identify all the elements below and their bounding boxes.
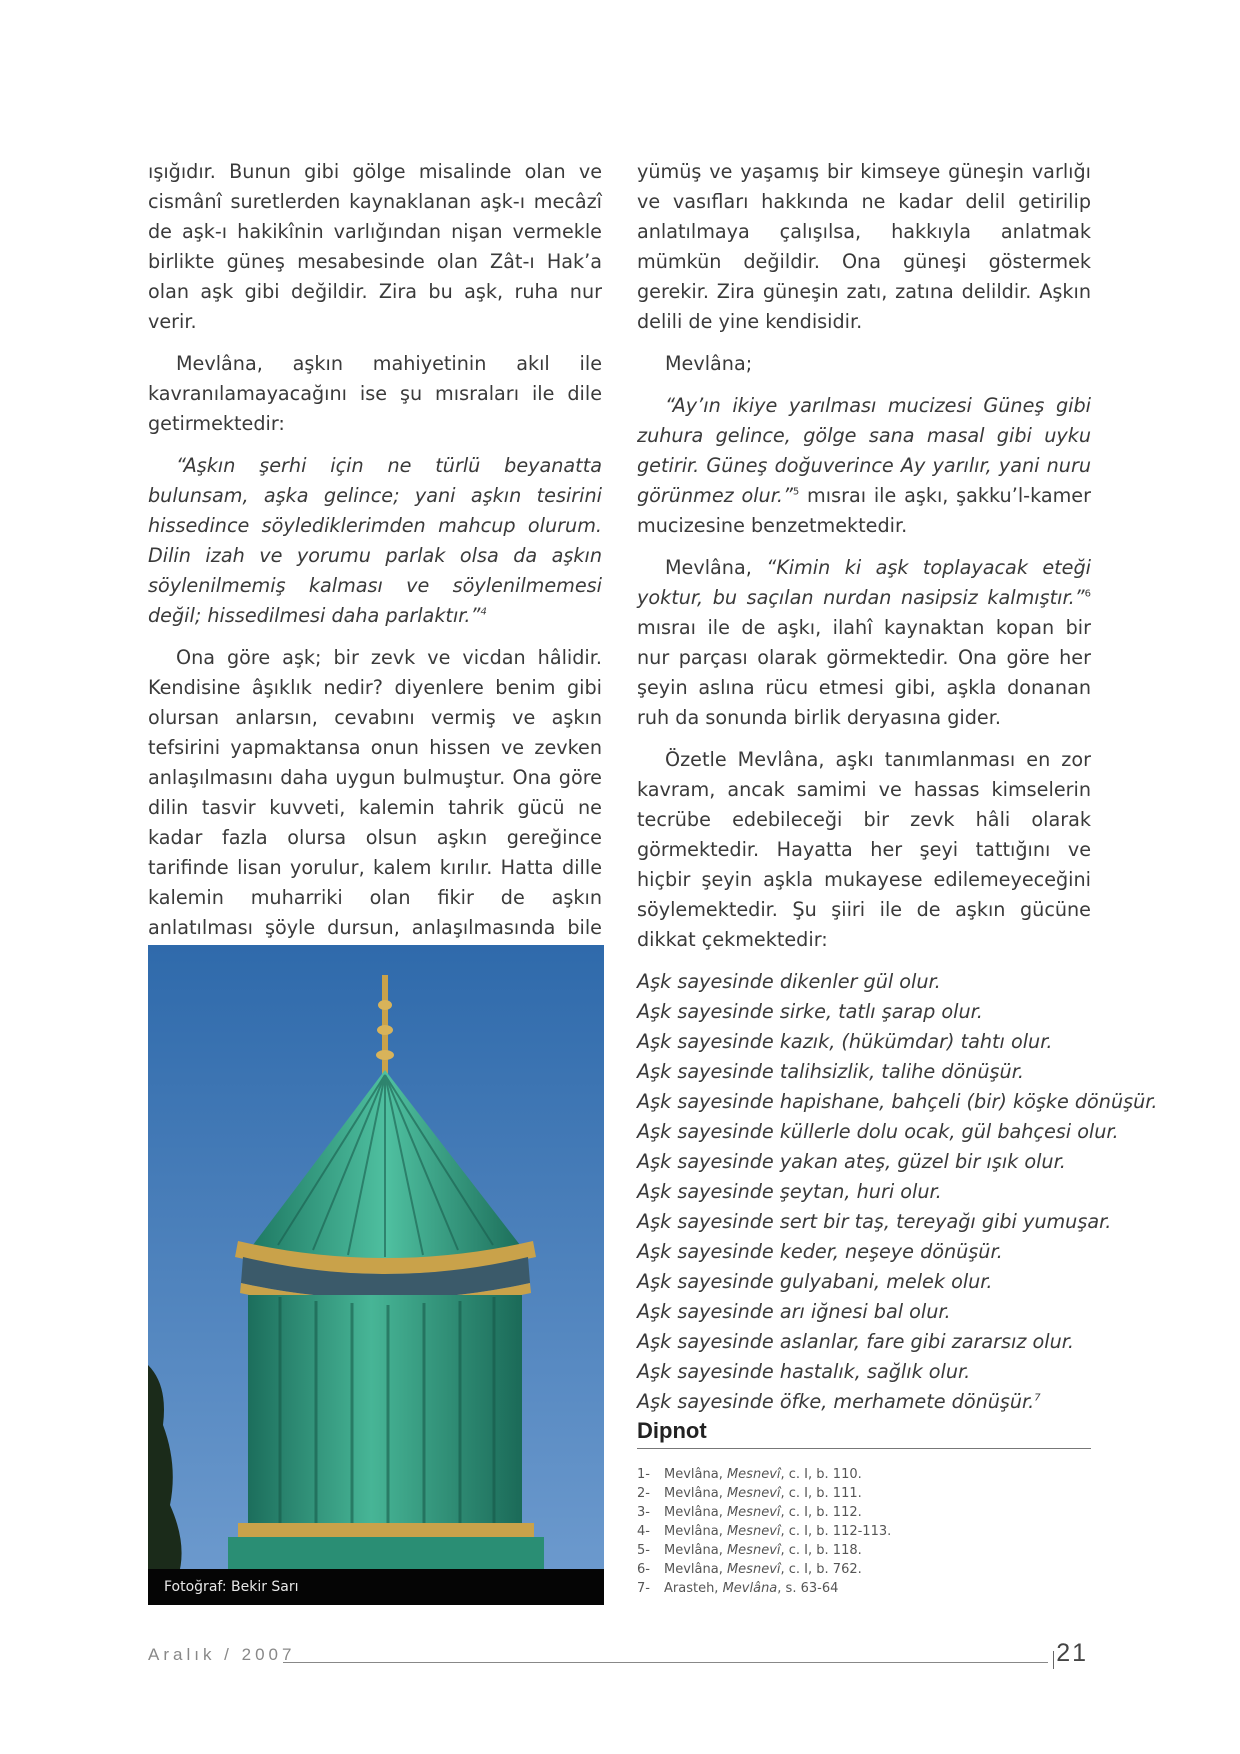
footnote-ref-detail: , c. I, b. 112.	[780, 1505, 862, 1520]
footnote-ref-detail: , c. I, b. 112-113.	[780, 1524, 892, 1539]
footnote-number: 5-	[637, 1543, 650, 1558]
footnote-author: Mevlâna,	[664, 1543, 727, 1558]
page-footer	[148, 1639, 1088, 1671]
footnote-ref-detail: , c. I, b. 111.	[780, 1486, 862, 1501]
footnote-ref: 7	[1034, 1392, 1041, 1404]
footnote-author: Mevlâna,	[664, 1524, 727, 1539]
poem-line: Aşk sayesinde dikenler gül olur.	[637, 970, 941, 993]
footnote-number: 2-	[637, 1486, 650, 1501]
footnote-number: 6-	[637, 1562, 650, 1577]
quote-paragraph	[637, 391, 1091, 541]
poem	[637, 967, 1158, 1417]
footnote-author: Mevlâna,	[664, 1486, 727, 1501]
poem-line	[637, 1387, 1091, 1417]
footnote-author: Arasteh,	[664, 1581, 723, 1596]
footnote-work: Mesnevî	[726, 1524, 781, 1539]
poem-line: Aşk sayesinde küllerle dolu ocak, gül bahçesi olur.	[637, 1120, 1119, 1143]
paragraph	[637, 553, 1091, 733]
footer-divider	[1053, 1651, 1054, 1669]
poem-line: Aşk sayesinde sirke, tatlı şarap olur.	[637, 1000, 983, 1023]
footnote-ref-detail: , c. I, b. 110.	[780, 1467, 862, 1482]
left-text-column	[148, 157, 602, 1045]
poem-line: Aşk sayesinde gulyabani, melek olur.	[637, 1270, 993, 1293]
footnote-number: 3-	[637, 1505, 650, 1520]
paragraph: yümüş ve yaşamış bir kimseye güneşin varlığı ve vasıfları hakkında ne kadar delil getirilip anlatılmaya çalışılsa, hakkıyla anlatmak mümkün değildir. Ona güneşi göstermek gerekir. Zira güneşin zatı, zatına delildir. Aşkın delili de yine kendisidir.	[637, 160, 1091, 333]
footnote-list	[637, 1465, 1091, 1598]
paragraph: Ona göre aşk; bir zevk ve vicdan hâlidir. Kendisine âşıklık nedir? diyenlere benim gibi olursan anlarsın, cevabını vermiş ve aşkın tefsirini yapmaktansa onun hissen ve zevken anlaşılmasını daha uygun bulmuştur. Ona göre dilin tasvir kuvveti, kalemin tahrik gücü ne kadar fazla olursa olsun aşkın gereğince tarifinde lisan yorulur, kalem kırılır. Hatta dille kalemin muharriki olan fikir de aşkın anlatılması şöyle dursun, anlaşılmasında bile	[148, 646, 602, 939]
paragraph-text: mısraı ile de aşkı, ilahî kaynaktan kopan bir nur parçası olarak görmektedir. Ona göre her şeyin aslına rücu etmesi gibi, aşkla donanan ruh da sonunda birlik deryasına gider.	[637, 616, 1091, 729]
poem-line: Aşk sayesinde yakan ateş, güzel bir ışık olur.	[637, 1150, 1066, 1173]
footnote-ref: 5	[792, 486, 800, 498]
paragraph: ışığıdır. Bunun gibi gölge misalinde olan ve cismânî suretlerden kaynaklanan aşk-ı mecâzî de aşk-ı hakikînin varlığından nişan vermekle birlikte güneş mesabesinde olan Zât-ı Hak’a olan aşk gibi değildir. Zira bu aşk, ruha nur verir.	[148, 160, 602, 333]
poem-line: Aşk sayesinde talihsizlik, talihe dönüşür.	[637, 1060, 1024, 1083]
footnote-number: 7-	[637, 1581, 650, 1596]
footnote-work: Mesnevî	[726, 1543, 781, 1558]
poem-line: Aşk sayesinde hapishane, bahçeli (bir) köşke dönüşür.	[637, 1090, 1158, 1113]
paragraph: Mevlâna, aşkın mahiyetinin akıl ile kavranılamayacağını ise şu mısraları ile dile getirmektedir:	[148, 352, 602, 435]
footnote-ref-detail: , s. 63-64	[777, 1581, 839, 1596]
footnote-ref-detail: , c. I, b. 762.	[780, 1562, 862, 1577]
footnote-ref: 4	[480, 606, 487, 618]
footnote-number: 4-	[637, 1524, 650, 1539]
footnote-item	[637, 1503, 1091, 1522]
quote-text: “Aşkın şerhi için ne türlü beyanatta bulunsam, aşka gelince; yani aşkın tesirini hissedince söylediklerimden mahcup olurum. Dilin izah ve yorumu parlak olsa da aşkın söylenilmemiş kalması ve söylenilmemesi değil; hissedilmesi daha parlaktır.”	[148, 454, 602, 627]
footnote-author: Mevlâna,	[664, 1467, 727, 1482]
issue-date: Aralık / 2007	[148, 1645, 296, 1664]
footnote-item	[637, 1541, 1091, 1560]
photo-credit: Fotoğraf: Bekir Sarı	[148, 1569, 604, 1605]
footnote-work: Mesnevî	[726, 1562, 781, 1577]
footnote-author: Mevlâna,	[664, 1562, 727, 1577]
paragraph: Özetle Mevlâna, aşkı tanımlanması en zor kavram, ancak samimi ve hassas kimselerin tecrübe edebileceği bir zevk hâli olarak görmektedir. Hayatta her şeyi tattığını ve hiçbir şeyin aşkla mukayese edilemeyeceğini söylemektedir. Şu şiiri ile de aşkın gücüne dikkat çekmektedir:	[637, 748, 1091, 951]
green-dome-illustration	[148, 945, 604, 1605]
poem-line: Aşk sayesinde sert bir taş, tereyağı gibi yumuşar.	[637, 1210, 1112, 1233]
footnote-ref-detail: , c. I, b. 118.	[780, 1543, 862, 1558]
footnote-number: 1-	[637, 1467, 650, 1482]
footnotes-title: Dipnot	[637, 1418, 1091, 1449]
poem-line: Aşk sayesinde arı iğnesi bal olur.	[637, 1300, 951, 1323]
footnote-item	[637, 1560, 1091, 1579]
footnote-work: Mesnevî	[726, 1486, 781, 1501]
poem-line-text: Aşk sayesinde öfke, merhamete dönüşür.	[637, 1390, 1035, 1413]
poem-line: Aşk sayesinde aslanlar, fare gibi zararsız olur.	[637, 1330, 1074, 1353]
footnote-ref: 6	[1084, 588, 1091, 600]
quote-paragraph	[148, 451, 602, 631]
footnote-work: Mesnevî	[726, 1467, 781, 1482]
footnote-item	[637, 1465, 1091, 1484]
poem-line: Aşk sayesinde şeytan, huri olur.	[637, 1180, 942, 1203]
mausoleum-photo	[148, 945, 604, 1605]
footer-rule	[283, 1662, 1048, 1663]
paragraph-text: mısraı ile aşkı, şakku’l-kamer mucizesine benzetmektedir.	[637, 484, 1091, 537]
paragraph: Mevlâna;	[665, 352, 753, 375]
quote-text: “Ay’ın ikiye yarılması mucizesi Güneş gibi zuhura gelince, gölge sana masal gibi uyku getirir. Güneş doğuverince Ay yarılır, yani nuru görünmez olur.”	[637, 394, 1091, 507]
quote-text: “Kimin ki aşk toplayacak eteği yoktur, bu saçılan nurdan nasipsiz kalmıştır.”	[637, 556, 1091, 609]
footnote-work: Mesnevî	[726, 1505, 781, 1520]
footnote-item	[637, 1579, 1091, 1598]
footnote-work: Mevlâna	[722, 1581, 778, 1596]
poem-line: Aşk sayesinde hastalık, sağlık olur.	[637, 1360, 971, 1383]
page-number: 21	[1056, 1639, 1088, 1667]
poem-line: Aşk sayesinde kazık, (hükümdar) tahtı olur.	[637, 1030, 1053, 1053]
footnotes-section	[637, 1418, 1091, 1598]
dome-drum	[248, 1295, 522, 1545]
poem-line: Aşk sayesinde keder, neşeye dönüşür.	[637, 1240, 1003, 1263]
footnote-item	[637, 1522, 1091, 1541]
footnote-item	[637, 1484, 1091, 1503]
footnote-author: Mevlâna,	[664, 1505, 727, 1520]
paragraph-text: Mevlâna,	[665, 556, 767, 579]
right-text-column	[637, 157, 1158, 1417]
